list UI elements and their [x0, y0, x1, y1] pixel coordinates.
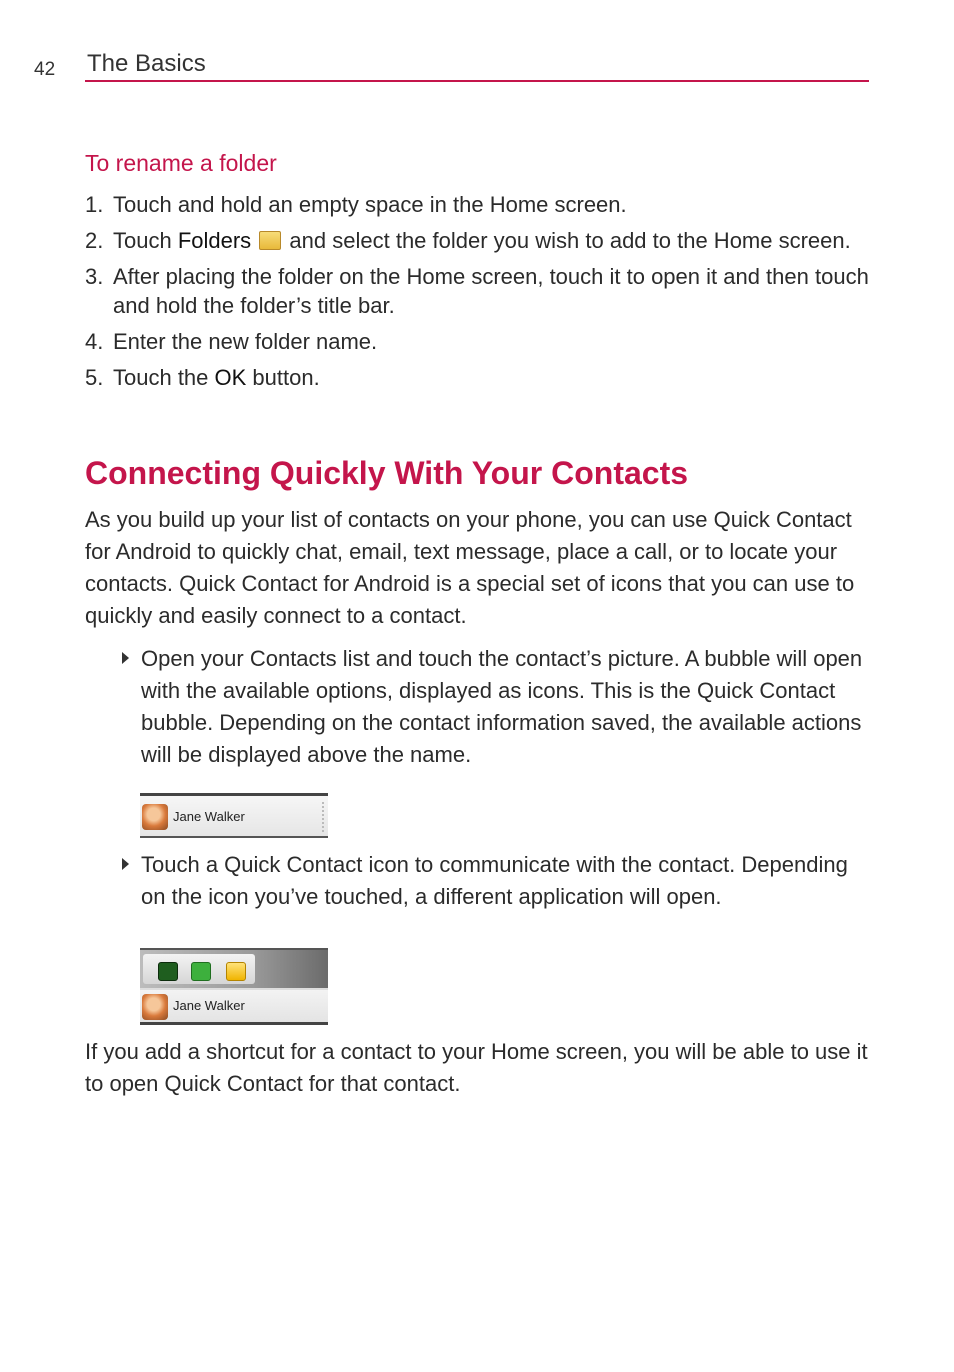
step-item: [85, 262, 875, 320]
step-number: 3.: [85, 264, 104, 289]
section-title: The Basics: [87, 50, 206, 77]
contact-avatar: [142, 994, 168, 1020]
folders-term: Folders: [177, 228, 252, 253]
step-text: After placing the folder on the Home screen, touch it to open it and then touch and hold the folder’s title bar.: [113, 264, 869, 318]
email-icon: [226, 962, 246, 981]
quick-contact-bubble-screenshot: [140, 948, 328, 1025]
phone-icon: [158, 962, 178, 981]
bullet-item: [118, 849, 868, 913]
step-text-before: Touch: [113, 228, 178, 253]
step-item: [85, 327, 875, 356]
step-item: [85, 190, 875, 219]
step-text: Enter the new folder name.: [113, 329, 378, 354]
step-number: 5.: [85, 365, 104, 390]
intro-paragraph: As you build up your list of contacts on your phone, you can use Quick Contact for Android to quickly chat, email, text message, place a call, or to locate your contacts. Quick Contact for Android is a special set of icons that you can use to quickly and easily connect to a contact.: [85, 507, 855, 628]
row-divider: [322, 802, 325, 832]
contact-name: Jane Walker: [173, 809, 245, 824]
step-text: Touch and hold an empty space in the Home screen.: [113, 192, 627, 217]
step-text-after: button.: [246, 365, 320, 390]
step-number: 4.: [85, 329, 104, 354]
page-number: 42: [34, 59, 56, 80]
bullet-item: [118, 643, 868, 771]
icon-tray: [143, 954, 255, 984]
step-number: 2.: [85, 228, 104, 253]
bullet-arrow-icon: [122, 652, 129, 664]
contact-name: Jane Walker: [173, 998, 245, 1013]
step-number: 1.: [85, 192, 104, 217]
folder-icon: [259, 231, 281, 250]
rename-folder-steps: [85, 190, 875, 399]
contact-row: [140, 990, 328, 1024]
bullet-arrow-icon: [122, 858, 129, 870]
step-text-before: Touch the: [113, 365, 215, 390]
bubble-bar: [140, 950, 328, 988]
bullet-text: Open your Contacts list and touch the contact’s picture. A bubble will open with the available options, displayed as icons. This is the Quick Contact bubble. Depending on the contact information saved, the available actions will be displayed above the name.: [141, 646, 863, 767]
ok-term: OK: [214, 365, 247, 390]
header-rule: [85, 80, 869, 82]
step-text-after: and select the folder you wish to add to the Home screen.: [283, 228, 851, 253]
bullet-text: Touch a Quick Contact icon to communicate with the contact. Depending on the icon you’ve touched, a different application will open.: [141, 852, 848, 909]
contact-row-screenshot: [140, 793, 328, 838]
rename-folder-heading: To rename a folder: [85, 150, 277, 176]
step-item: [85, 226, 875, 255]
outro-paragraph: If you add a shortcut for a contact to your Home screen, you will be able to use it to open Quick Contact for that contact.: [85, 1039, 868, 1096]
page-header: [30, 50, 870, 84]
step-item: [85, 363, 875, 392]
contact-avatar: [142, 804, 168, 830]
sms-icon: [191, 962, 211, 981]
quick-contacts-heading: Connecting Quickly With Your Contacts: [85, 455, 689, 491]
